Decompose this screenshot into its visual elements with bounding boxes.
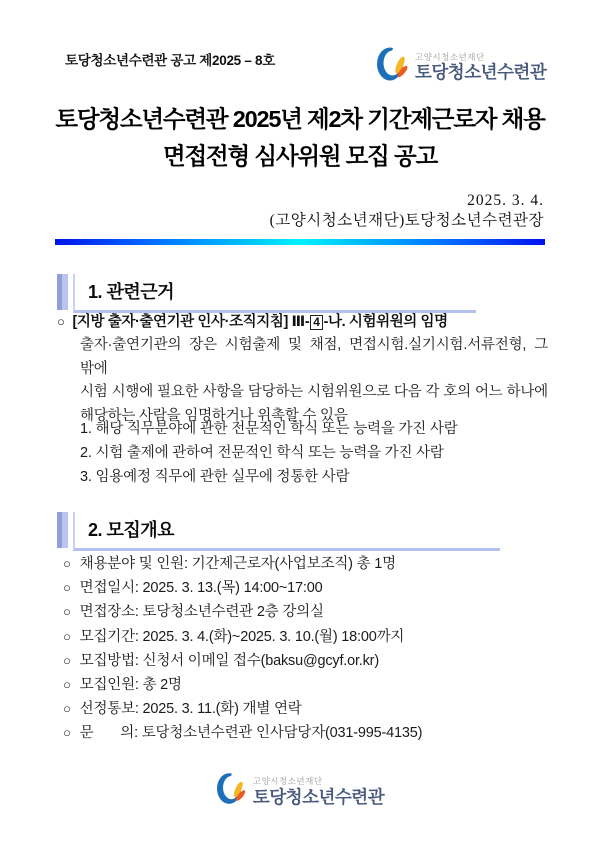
paragraph-line: 출자·출연기관의 장은 시험출제 및 채점, 면접시험.실기시험.서류전형, 그 밖에 [80, 337, 548, 377]
boxed-number: 4 [310, 315, 322, 330]
notice-number: 토당청소년수련관 공고 제2025 – 8호 [65, 53, 275, 68]
circle-bullet-icon: ○ [63, 556, 71, 571]
section2-items [63, 552, 422, 746]
brand-foundation-name: 고양시청소년재단 [252, 776, 323, 786]
circle-bullet-icon: ○ [63, 628, 71, 644]
section1-lead [57, 310, 448, 331]
circle-bullet-icon: ○ [63, 701, 71, 717]
circle-bullet-icon: ○ [63, 677, 71, 693]
list-item: 1. 해당 직무분야에 관한 전문적인 학식 또는 능력을 가진 사람 [80, 421, 458, 437]
brand-logo-icon [376, 44, 409, 90]
list-item: ○ 선정통보: 2025. 3. 11.(화) 개별 연락 [63, 697, 422, 721]
header-brand-logo [376, 44, 546, 90]
list-item: ○ 면접일시: 2025. 3. 13.(목) 14:00~17:00 [63, 576, 422, 600]
section2-heading-bar [57, 512, 68, 548]
list-item: ○ 문 의: 토당청소년수련관 인사담당자(031-995-4135) [63, 721, 422, 745]
section1-lead-text: [지방 출자·출연기관 인사·조직지침] Ⅲ- 4 -나. 시험위원의 임명 [72, 314, 448, 330]
section1-heading-bar [57, 274, 68, 310]
brand-center-name: 토당청소년수련관 [415, 62, 547, 82]
circle-bullet-icon: ○ [63, 580, 71, 596]
list-item: ○ 모집인원: 총 2명 [63, 673, 422, 697]
section2-heading [57, 512, 500, 551]
circle-bullet-icon: ○ [57, 314, 65, 329]
list-item: ○ 채용분야 및 인원: 기간제근로자(사업보조직) 총 1명 [63, 552, 422, 576]
date-block [270, 191, 544, 231]
list-item: ○ 모집방법: 신청서 이메일 접수(baksu@gcyf.or.kr) [63, 649, 422, 673]
section1-paragraph [80, 334, 548, 428]
announcement-issuer: (고양시청소년재단)토당청소년수련관장 [269, 212, 544, 229]
list-item: 3. 임용예정 직무에 관한 실무에 정통한 사람 [80, 469, 350, 485]
paragraph-line: 시험 시행에 필요한 사항을 담당하는 시험위원으로 다음 각 호의 어느 하나에 [80, 384, 548, 400]
page-title-line2: 면접전형 심사위원 모집 공고 [163, 143, 437, 169]
section1-heading-text: 1. 관련근거 [73, 274, 476, 313]
circle-bullet-icon: ○ [63, 725, 71, 741]
brand-foundation-name: 고양시청소년재단 [415, 51, 485, 62]
section2-heading-text: 2. 모집개요 [73, 512, 500, 551]
page-title-line1: 토당청소년수련관 2025년 제2차 기간제근로자 채용 [55, 106, 545, 132]
brand-center-name: 토당청소년수련관 [252, 786, 385, 807]
section1-list [80, 417, 458, 489]
section1-heading [57, 274, 476, 313]
paragraph-line: 해당하는 사람을 임명하거나 위촉할 수 있음 [80, 407, 348, 424]
announcement-date: 2025. 3. 4. [467, 192, 544, 209]
brand-logo-icon [216, 770, 247, 813]
list-item: ○ 면접장소: 토당청소년수련관 2층 강의실 [63, 600, 422, 624]
list-item: ○ 모집기간: 2025. 3. 4.(화)~2025. 3. 10.(월) 18:00까지 [63, 625, 422, 649]
circle-bullet-icon: ○ [63, 604, 71, 620]
footer-brand-logo [216, 770, 384, 813]
page-title [0, 101, 600, 175]
circle-bullet-icon: ○ [63, 652, 71, 668]
gradient-divider [55, 239, 545, 245]
list-item: 2. 시험 출제에 관하여 전문적인 학식 또는 능력을 가진 사람 [80, 445, 444, 461]
